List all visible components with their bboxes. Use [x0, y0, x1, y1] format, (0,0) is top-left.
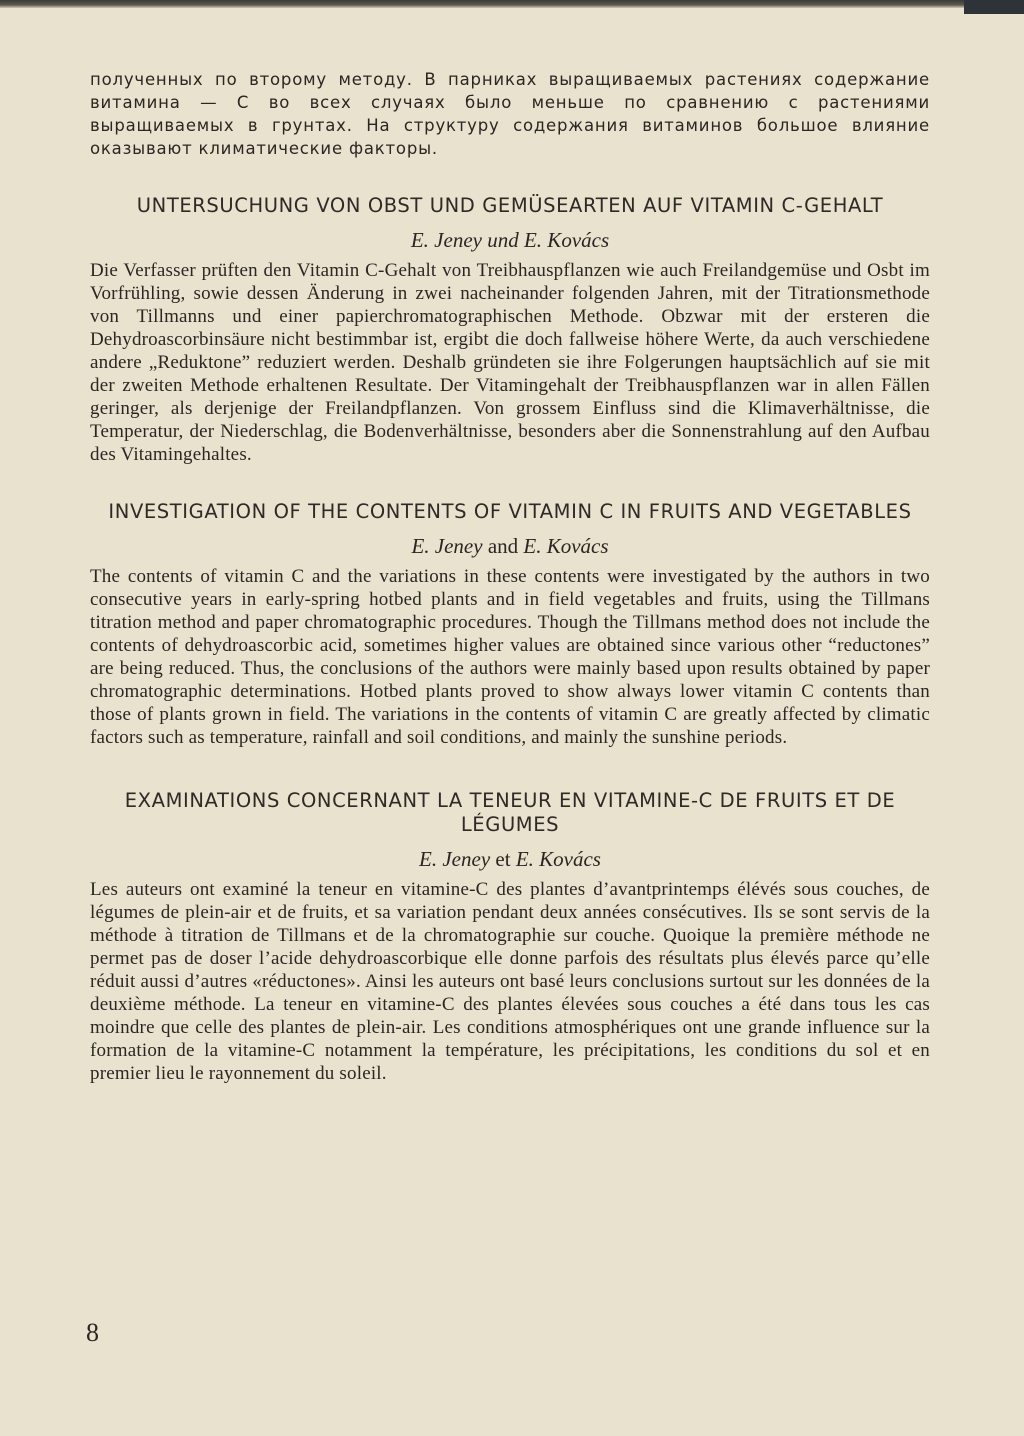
author-connector: und — [487, 228, 519, 252]
french-section-authors — [90, 846, 930, 872]
french-section-title: EXAMINATIONS CONCERNANT LA TENEUR EN VITAMINE-C DE FRUITS ET DE LÉGUMES — [124, 789, 896, 836]
german-section-authors — [90, 227, 930, 253]
author-2: E. Kovács — [515, 847, 601, 871]
author-2: E. Kovács — [523, 534, 609, 558]
english-summary-section — [90, 500, 930, 749]
english-section-title: INVESTIGATION OF THE CONTENTS OF VITAMIN C IN FRUITS AND VEGETABLES — [108, 500, 912, 523]
binding-corner — [964, 0, 1024, 14]
german-section-title: UNTERSUCHUNG VON OBST UND GEMÜSEARTEN AUF VITAMIN C-GEHALT — [136, 194, 884, 217]
author-connector: and — [487, 534, 519, 558]
author-1: E. Jeney — [411, 534, 483, 558]
author-2: E. Kovács — [523, 228, 610, 252]
french-summary-body: Les auteurs ont examiné la teneur en vitamine-C des plantes d’avantprintemps élévés sous couches, de légumes de plein-air et de fruits, et sa variation pendant deux années consécutives. Ils se sont servis de la méthode à titration de Tillmans et de la chromatographie sur couche. Quoique la première méthode ne permet pas de doser l’acide dehydroascorbique elle donne parfois des résultats plus élevés parce qu’elle réduit aussi d’autres «réductones». Ainsi les auteurs ont basé leurs conclusions surtout sur les données de la deuxième méthode. La teneur en vitamine-C des plantes élevées sous couches a été dans tous les cas moindre que celle des plantes de plein-air. Les conditions atmosphériques ont une grande influence sur la formation de la vitamine-C notamment la température, les précipitations, les conditions du sol et en premier lieu le rayonnement du soleil. — [90, 879, 930, 1084]
russian-summary-continuation: полученных по второму методу. В парниках выращиваемых растениях содержание витамина — С во всех случаях было меньше по сравнению с растениями выращиваемых в грунтах. На структуру содержания витаминов большое влияние оказывают климатические факторы. — [90, 70, 930, 158]
page-number: 8 — [86, 1318, 99, 1347]
author-1: E. Jeney — [419, 847, 491, 871]
author-connector: et — [495, 847, 511, 871]
german-summary-body: Die Verfasser prüften den Vitamin C-Gehalt von Treibhauspflanzen wie auch Freilandgemüse und Osbt im Vorfrühling, sowie dessen Änderung in zwei nacheinander folgenden Jahren, mit der Titrationsmethode von Tillmanns und einer papierchromatographischen Methode. Obzwar mit der ersteren die Dehydroascorbinsäure nicht bestimmbar ist, ergibt die doch fallweise höhere Werte, da auch verschiedene andere „Reduktone” reduziert werden. Deshalb gründeten sie ihre Folgerungen hauptsächlich auf sie mit der zweiten Methode erhaltenen Resultate. Der Vitamingehalt der Treibhauspflanzen war in allen Fällen geringer, als derjenige der Freilandpflanzen. Von grossem Einfluss sind die Klimaverhältnisse, die Temperatur, der Niederschlag, die Bodenverhältnisse, besonders aber die Sonnenstrahlung auf den Aufbau des Vitamingehaltes. — [90, 260, 930, 465]
english-summary-body: The contents of vitamin C and the variations in these contents were investigated by the authors in two consecutive years in early-spring hotbed plants and in field vegetables and fruits, using the Tillmans titration method and paper chromatographic procedures. Though the Tillmans method does not include the contents of dehydroascorbic acid, sometimes higher values are obtained since various other “reductones” are being reduced. Thus, the conclusions of the authors were mainly based upon results obtained by paper chromatographic determinations. Hotbed plants proved to show always lower vitamin C contents than those of plants grown in field. The variations in the contents of vitamin C are greatly affected by climatic factors such as temperature, rainfall and soil conditions, and mainly the sunshine periods. — [90, 566, 930, 748]
document-page — [90, 68, 930, 1085]
german-summary-section — [90, 194, 930, 466]
english-section-authors — [90, 533, 930, 559]
french-summary-section — [90, 789, 930, 1085]
author-1: E. Jeney — [410, 228, 482, 252]
page-top-edge — [0, 0, 1024, 8]
